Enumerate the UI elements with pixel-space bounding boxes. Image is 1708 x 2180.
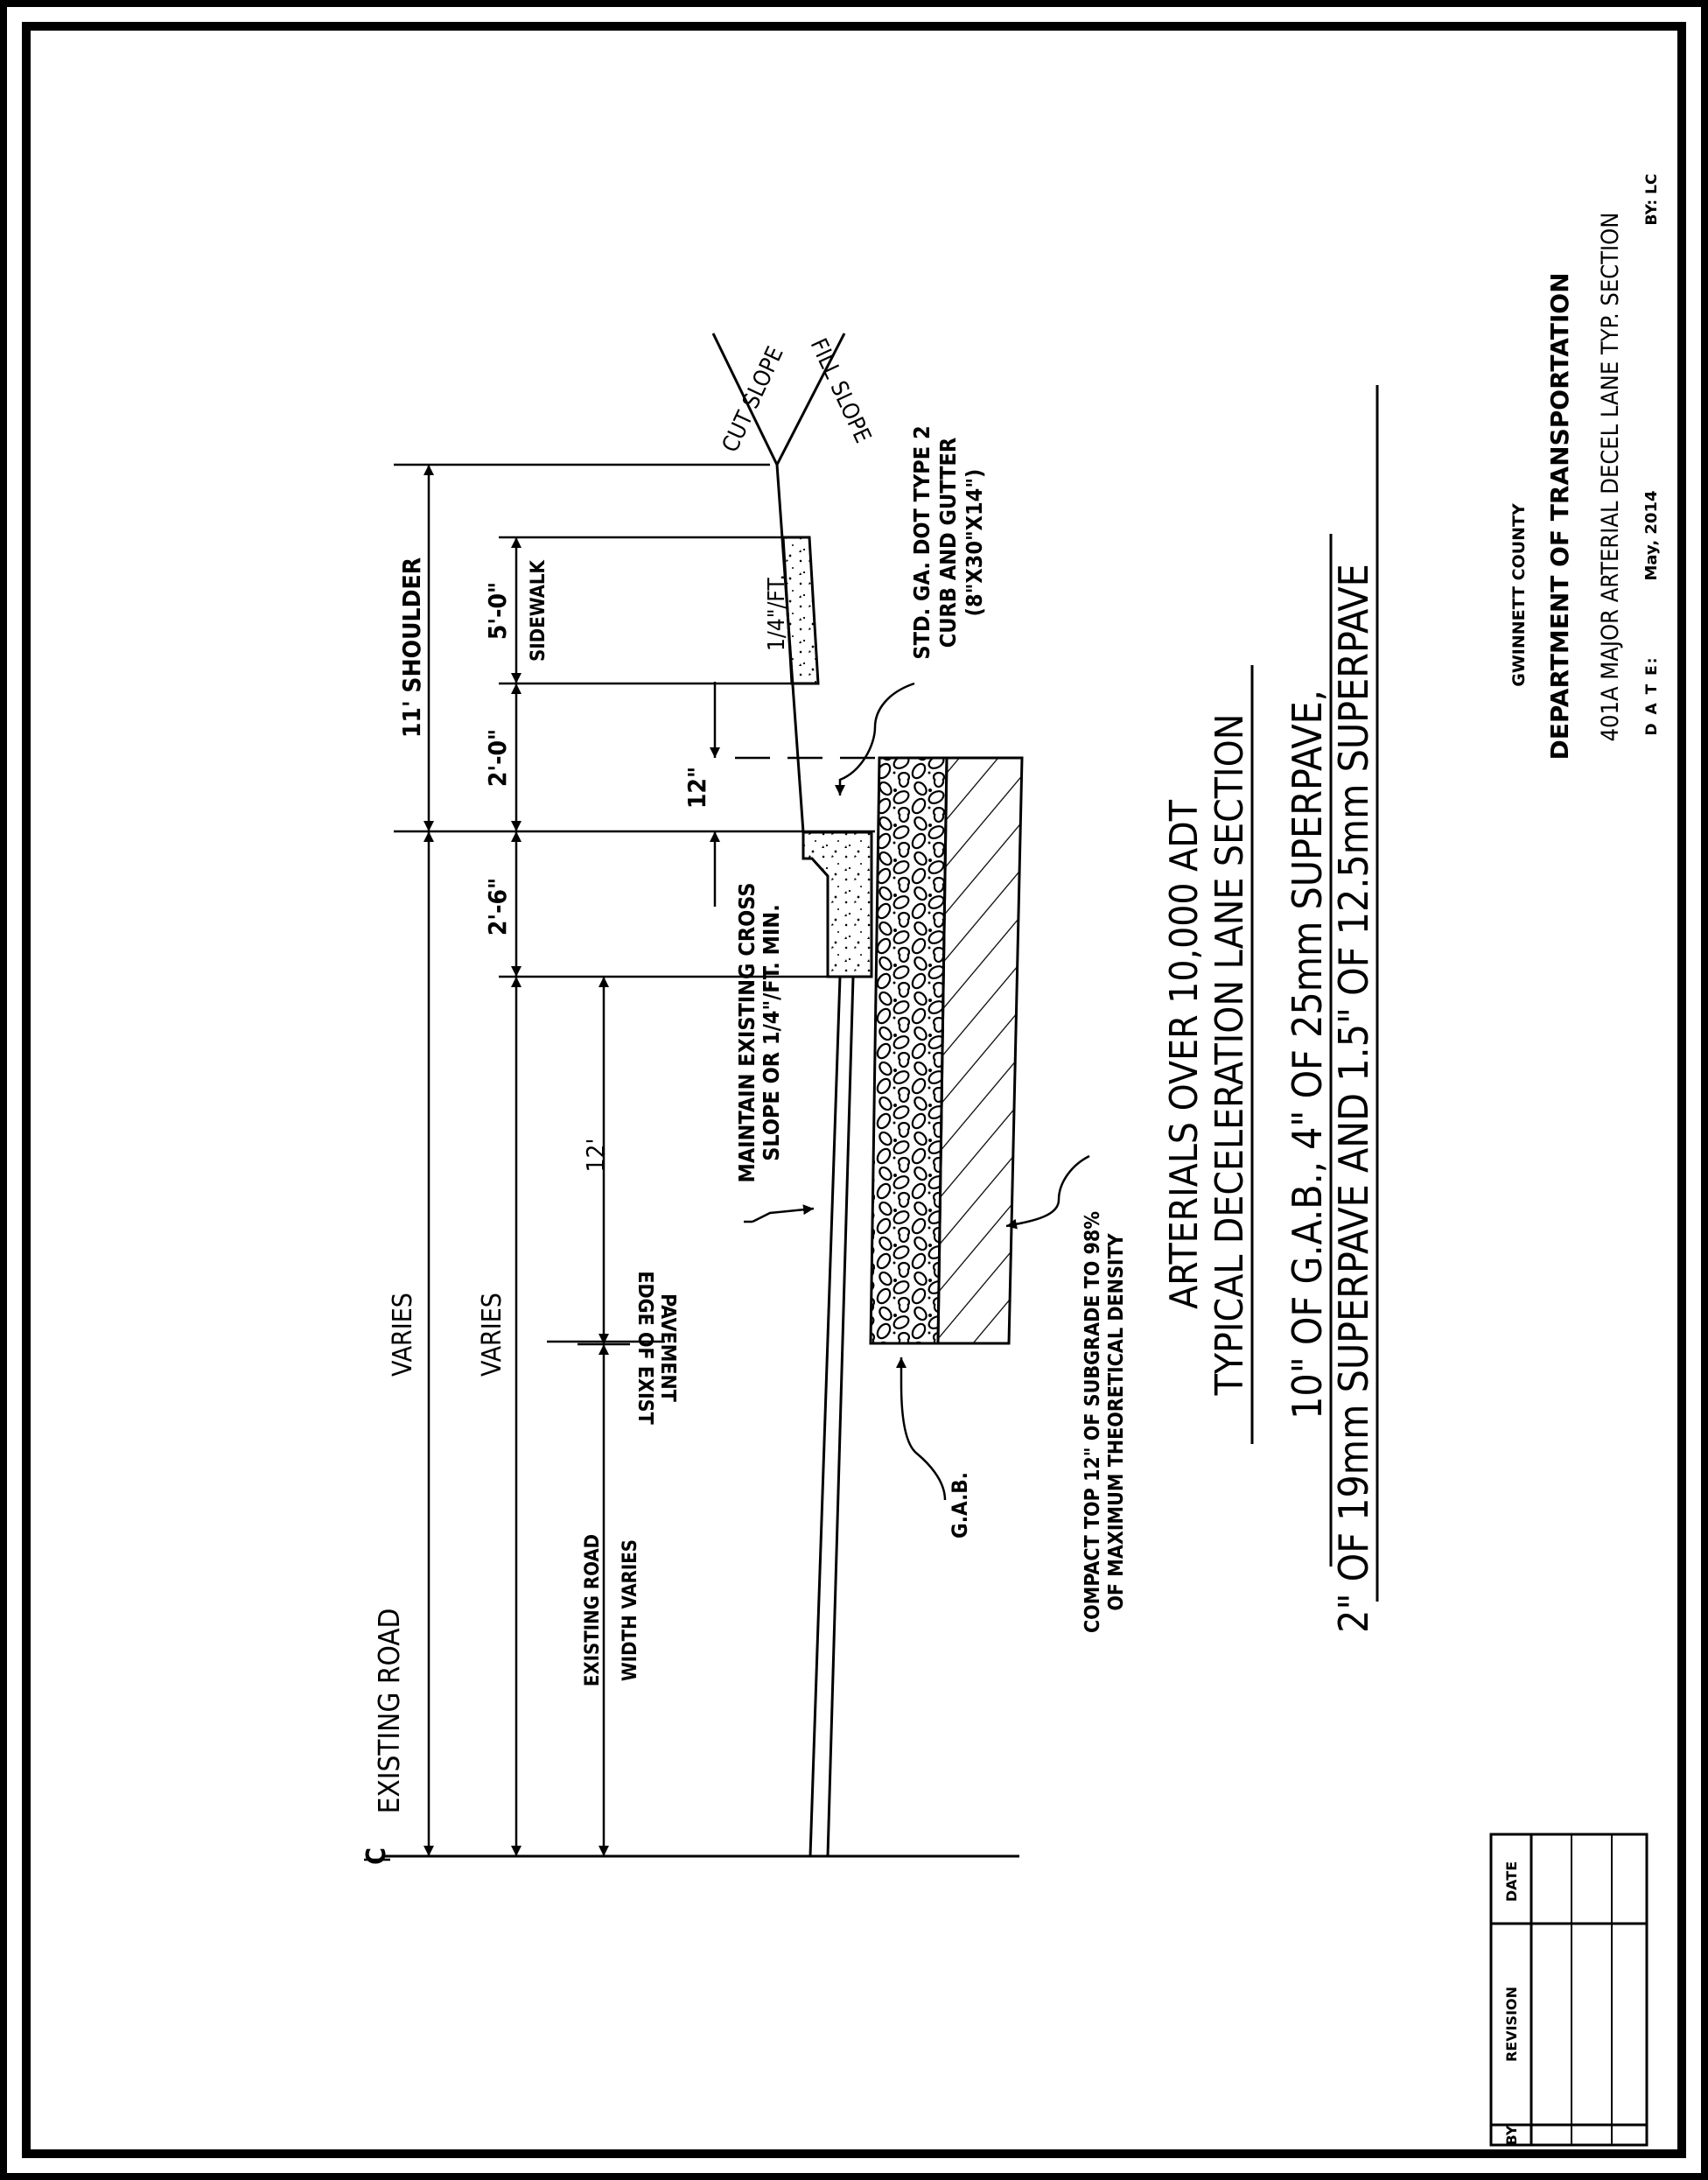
varies-outer-label: VARIES [388, 1293, 418, 1377]
revision-header-by: BY [1503, 2125, 1520, 2146]
svg-text:C: C [361, 1847, 392, 1865]
compact-callout-line1: COMPACT TOP 12" OF SUBGRADE TO 98% [1082, 1210, 1104, 1634]
revision-header-revision: REVISION [1503, 1986, 1520, 2063]
inner-border [26, 26, 1682, 2154]
cross-slope-callout-line2: SLOPE OR 1/4"/FT. MIN. [759, 904, 784, 1161]
sidewalk-label: SIDEWALK [528, 560, 550, 662]
compact-callout-line2: OF MAXIMUM THEORETICAL DENSITY [1105, 1233, 1128, 1611]
date-label: D A T E: [1643, 655, 1661, 736]
department-label: DEPARTMENT OF TRANSPORTATION [1545, 272, 1574, 761]
revision-header-date: DATE [1503, 1861, 1520, 1903]
existing-road-label: EXISTING ROAD [372, 1608, 406, 1814]
spec-line-2: 2" OF 19mm SUPERPAVE AND 1.5" OF 12.5mm SUPERPAVE [1330, 564, 1377, 1633]
curb-callout-line1: STD. GA. DOT TYPE 2 [909, 425, 934, 660]
curb-callout-line2: CURB AND GUTTER [935, 437, 961, 648]
centerline-icon [361, 1847, 392, 1865]
revision-table [1491, 1834, 1647, 2145]
lane-width-12-label: 12' [581, 1138, 610, 1173]
cut-slope-label: CUT SLOPE [717, 342, 789, 457]
county-label: GWINNETT COUNTY [1509, 503, 1529, 687]
curb-and-gutter [803, 832, 872, 977]
curb-callout-line3: (8"X30"X14") [962, 468, 987, 617]
spec-line-1: 10" OF G.A.B., 4" OF 25mm SUPERPAVE, [1284, 690, 1331, 1419]
two-six-label: 2'-6" [483, 877, 512, 936]
cross-slope-callout-line1: MAINTAIN EXISTING CROSS [734, 882, 760, 1183]
drawing-title: 401A MAJOR ARTERIAL DECEL LANE TYP. SECTION [1597, 212, 1624, 742]
shoulder-label: 11' SHOULDER [397, 557, 426, 739]
existing-road-width-line2: WIDTH VARIES [620, 1539, 641, 1682]
title-arterials: ARTERIALS OVER 10,000 ADT [1162, 800, 1207, 1309]
gab-layer [871, 758, 947, 1343]
fill-slope-label: FILL SLOPE [804, 334, 876, 447]
two-foot-label: 2'-0" [483, 728, 512, 788]
by-label: BY: LC [1643, 173, 1661, 226]
title-typical-section: TYPICAL DECELERATION LANE SECTION [1208, 713, 1252, 1396]
subgrade-layer [938, 758, 1022, 1343]
depth-12-label: 12" [682, 766, 711, 810]
gab-callout: G.A.B. [948, 1472, 972, 1539]
sidewalk-dim-label: 5'-0" [483, 581, 512, 641]
varies-inner-label: VARIES [477, 1293, 508, 1377]
edge-of-pavement-line2: PAVEMENT [656, 1293, 679, 1402]
edge-of-pavement-line1: EDGE OF EXIST [634, 1271, 656, 1425]
date-value: May, 2014 [1642, 490, 1661, 581]
existing-road-width-line1: EXISTING ROAD [582, 1533, 604, 1687]
outer-border [4, 4, 1704, 2176]
slope-quarter-label: 1/4"/FT. [764, 574, 790, 651]
